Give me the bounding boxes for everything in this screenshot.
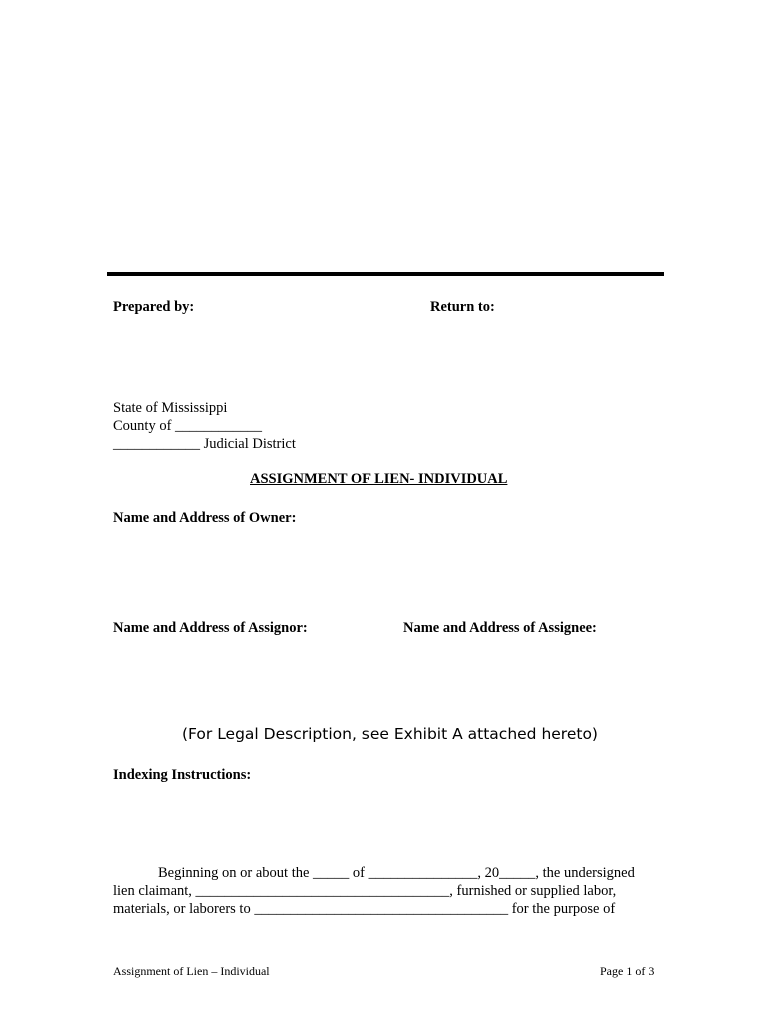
state-line: State of Mississippi <box>113 400 228 416</box>
indexing-instructions-label: Indexing Instructions: <box>113 767 252 783</box>
prepared-by-label: Prepared by: <box>113 299 195 315</box>
district-line: ____________ Judicial District <box>113 436 296 452</box>
legal-description-note: (For Legal Description, see Exhibit A attached hereto) <box>182 725 598 743</box>
document-title: ASSIGNMENT OF LIEN- INDIVIDUAL <box>250 471 508 487</box>
assignee-label: Name and Address of Assignee: <box>403 620 597 636</box>
body-line-1: Beginning on or about the _____ of _______________, 20_____, the undersigned <box>158 865 635 881</box>
owner-label: Name and Address of Owner: <box>113 510 297 526</box>
assignor-label: Name and Address of Assignor: <box>113 620 308 636</box>
body-line-2: lien claimant, ___________________________________, furnished or supplied labor, <box>113 883 617 899</box>
venue-block <box>113 399 296 453</box>
page-number: Page 1 of 3 <box>600 964 655 978</box>
county-line: County of ____________ <box>113 418 263 434</box>
top-rule <box>107 272 664 276</box>
footer-title: Assignment of Lien – Individual <box>113 964 270 978</box>
body-paragraph <box>113 864 673 918</box>
return-to-label: Return to: <box>430 299 495 315</box>
body-line-3: materials, or laborers to ___________________________________ for the purpose of <box>113 901 616 917</box>
